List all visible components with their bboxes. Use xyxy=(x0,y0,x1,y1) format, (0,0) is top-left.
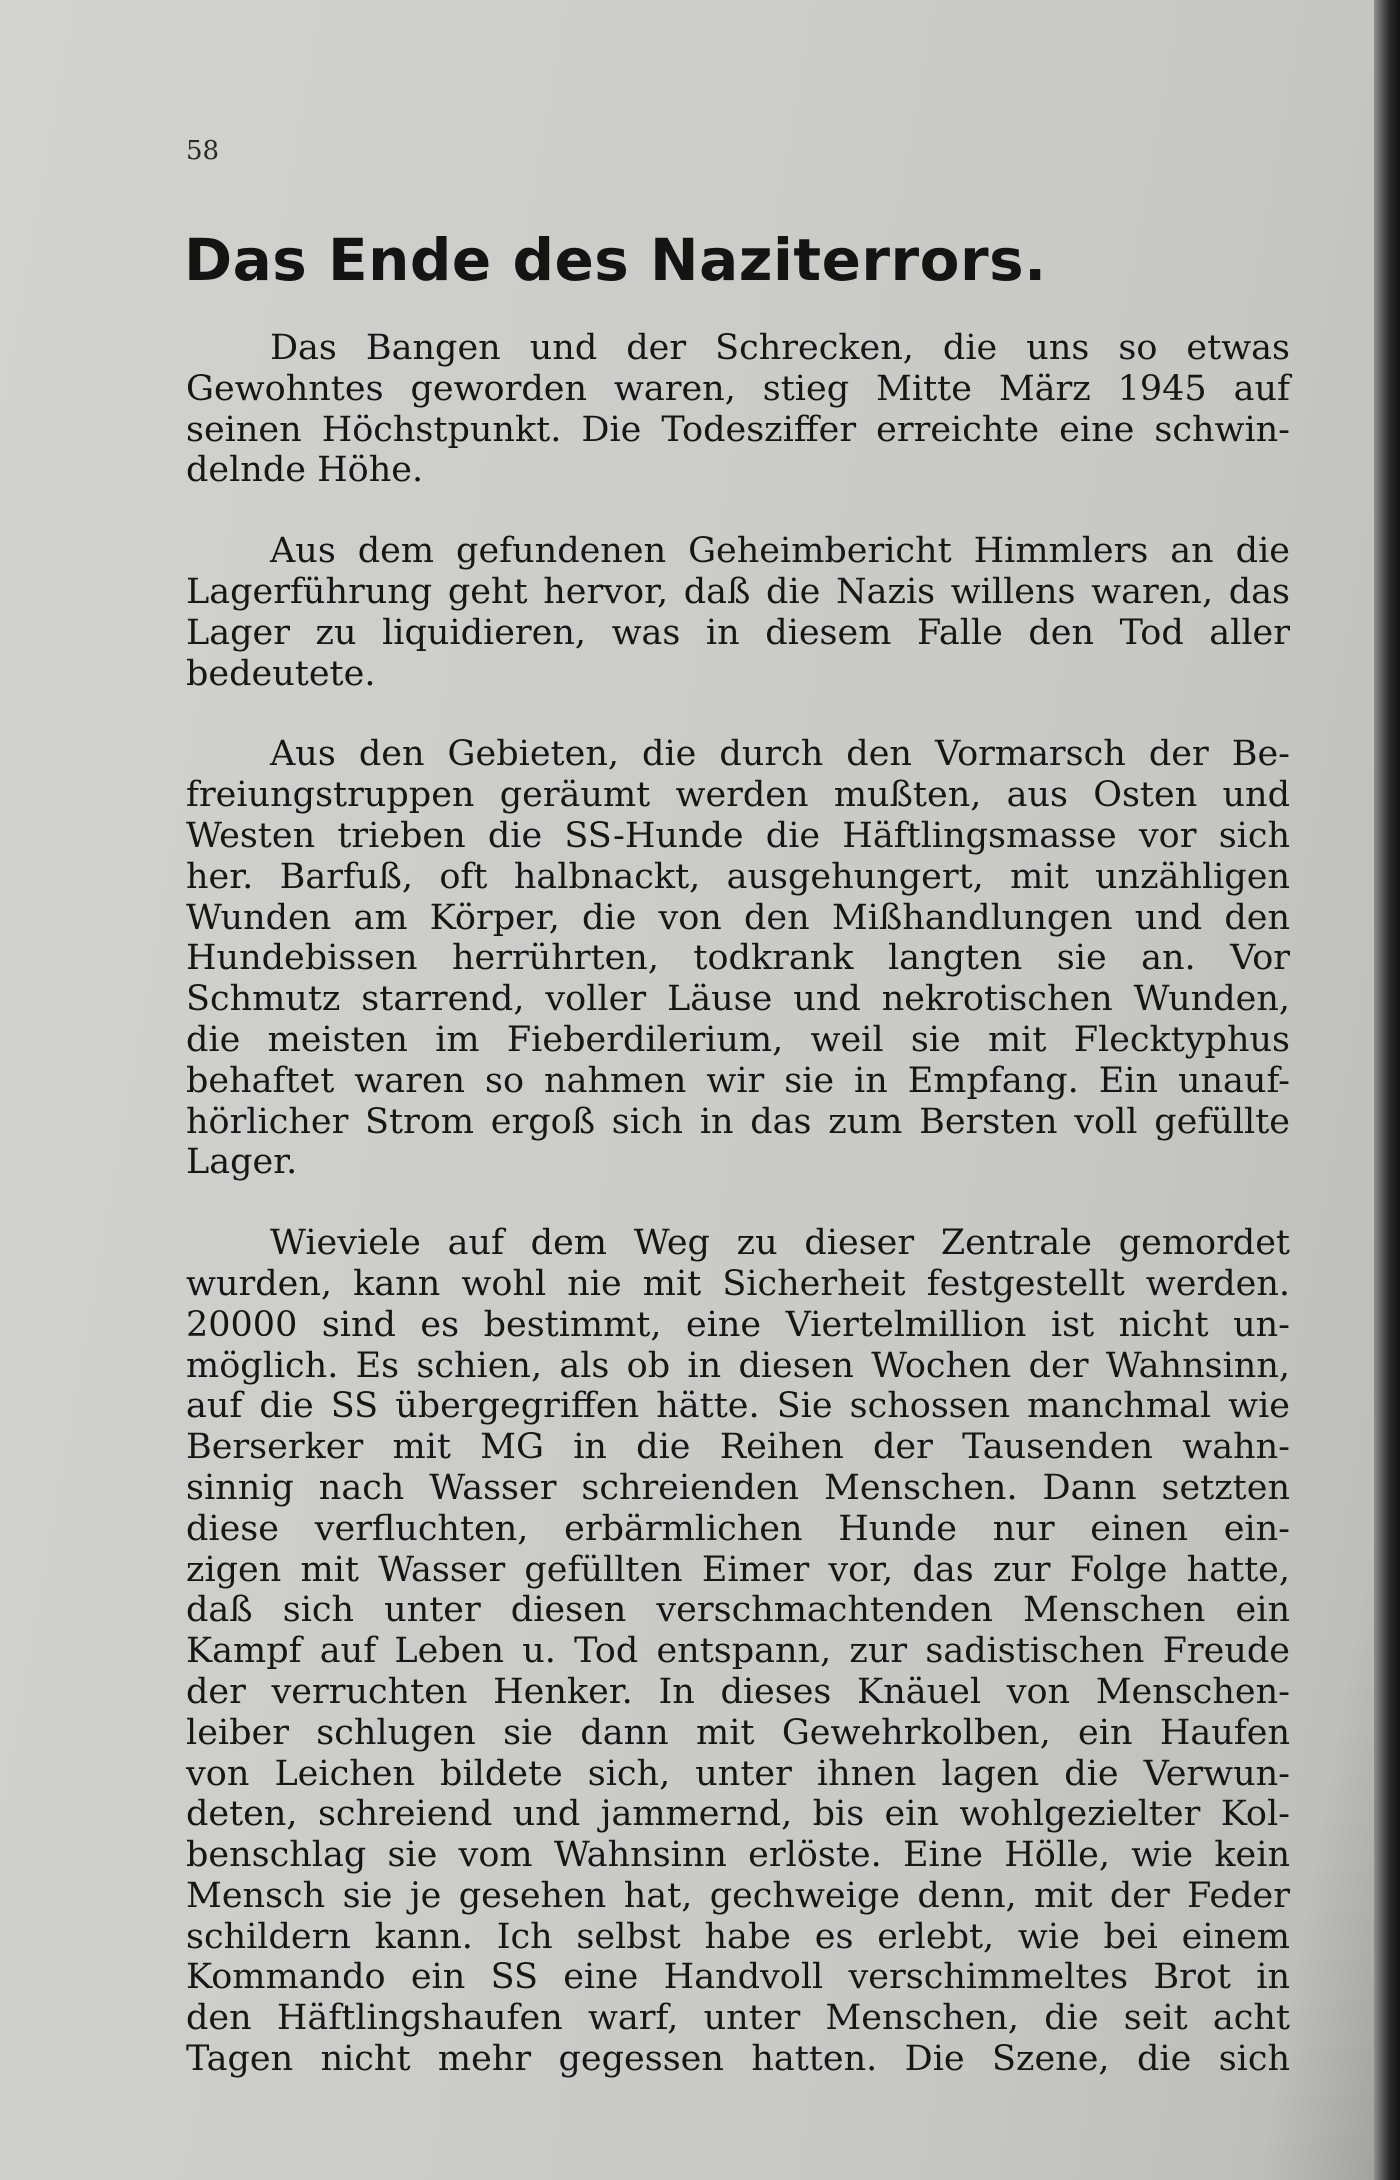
text-line: hörlicher Strom ergoß sich in das zum Bersten voll gefüllte xyxy=(186,1101,1290,1142)
paragraph-3 xyxy=(186,734,1290,1183)
text-line: auf die SS übergegriffen hätte. Sie schossen manchmal wie xyxy=(186,1386,1290,1427)
page-number: 58 xyxy=(186,136,220,166)
text-line: delnde Höhe. xyxy=(186,450,424,491)
text-line: Westen trieben die SS-Hunde die Häftlingsmasse vor sich xyxy=(186,815,1290,856)
text-line: leiber schlugen sie dann mit Gewehrkolben, ein Haufen xyxy=(186,1712,1290,1753)
text-line: Aus den Gebieten, die durch den Vormarsch der Be- xyxy=(270,734,1290,775)
text-line: wurden, kann wohl nie mit Sicherheit festgestellt werden. xyxy=(186,1263,1290,1304)
text-line: schildern kann. Ich selbst habe es erlebt, wie bei einem xyxy=(186,1916,1290,1957)
text-line: diese verfluchten, erbärmlichen Hunde nur einen ein- xyxy=(186,1508,1290,1549)
text-line: bedeutete. xyxy=(186,653,376,694)
text-line: Kampf auf Leben u. Tod entspann, zur sadistischen Freude xyxy=(186,1631,1290,1672)
text-line: Aus dem gefundenen Geheimbericht Himmlers an die xyxy=(270,531,1290,572)
text-line: deten, schreiend und jammernd, bis ein wohlgezielter Kol- xyxy=(186,1794,1290,1835)
text-line: zigen mit Wasser gefüllten Eimer vor, das zur Folge hatte, xyxy=(186,1549,1290,1590)
text-line: seinen Höchstpunkt. Die Todesziffer erreichte eine schwin- xyxy=(186,409,1290,450)
text-line: Berserker mit MG in die Reihen der Tausenden wahn- xyxy=(186,1427,1290,1468)
text-line: die meisten im Fieberdilerium, weil sie mit Flecktyphus xyxy=(186,1019,1290,1060)
text-line: Hundebissen herrührten, todkrank langten sie an. Vor xyxy=(186,938,1290,979)
paragraph-4 xyxy=(186,1223,1290,2080)
text-line: sinnig nach Wasser schreienden Menschen. Dann setzten xyxy=(186,1467,1290,1508)
text-line: Mensch sie je gesehen hat, gechweige denn, mit der Feder xyxy=(186,1875,1290,1916)
text-line: möglich. Es schien, als ob in diesen Wochen der Wahnsinn, xyxy=(186,1345,1290,1386)
text-line: der verruchten Henker. In dieses Knäuel von Menschen- xyxy=(186,1671,1290,1712)
text-line: Wunden am Körper, die von den Mißhandlungen und den xyxy=(186,897,1290,938)
text-line: Lagerführung geht hervor, daß die Nazis willens waren, das xyxy=(186,571,1290,612)
page-edge-shadow xyxy=(1374,0,1400,2180)
text-line: benschlag sie vom Wahnsinn erlöste. Eine Hölle, wie kein xyxy=(186,1835,1290,1876)
chapter-title: Das Ende des Naziterrors. xyxy=(184,226,1047,294)
text-line: von Leichen bildete sich, unter ihnen lagen die Verwun- xyxy=(186,1753,1290,1794)
text-line: Lager zu liquidieren, was in diesem Falle den Tod aller xyxy=(186,612,1290,653)
body-text xyxy=(186,328,1290,2120)
text-line: Lager. xyxy=(186,1142,298,1183)
text-line: behaftet waren so nahmen wir sie in Empfang. Ein unauf- xyxy=(186,1060,1290,1101)
text-line: Tagen nicht mehr gegessen hatten. Die Szene, die sich xyxy=(186,2039,1290,2080)
text-line: den Häftlingshaufen warf, unter Menschen, die seit acht xyxy=(186,1998,1290,2039)
text-line: daß sich unter diesen verschmachtenden Menschen ein xyxy=(186,1590,1290,1631)
text-line: Gewohntes geworden waren, stieg Mitte März 1945 auf xyxy=(186,368,1290,409)
text-line: her. Barfuß, oft halbnackt, ausgehungert, mit unzähligen xyxy=(186,856,1290,897)
text-line: Schmutz starrend, voller Läuse und nekrotischen Wunden, xyxy=(186,979,1290,1020)
text-line: Kommando ein SS eine Handvoll verschimmeltes Brot in xyxy=(186,1957,1290,1998)
text-line: Wieviele auf dem Weg zu dieser Zentrale gemordet xyxy=(270,1223,1290,1264)
text-line: 20000 sind es bestimmt, eine Viertelmillion ist nicht un- xyxy=(186,1304,1290,1345)
text-line: freiungstruppen geräumt werden mußten, aus Osten und xyxy=(186,775,1290,816)
paragraph-2 xyxy=(186,531,1290,694)
paragraph-1 xyxy=(186,328,1290,491)
text-line: Das Bangen und der Schrecken, die uns so etwas xyxy=(270,328,1290,368)
